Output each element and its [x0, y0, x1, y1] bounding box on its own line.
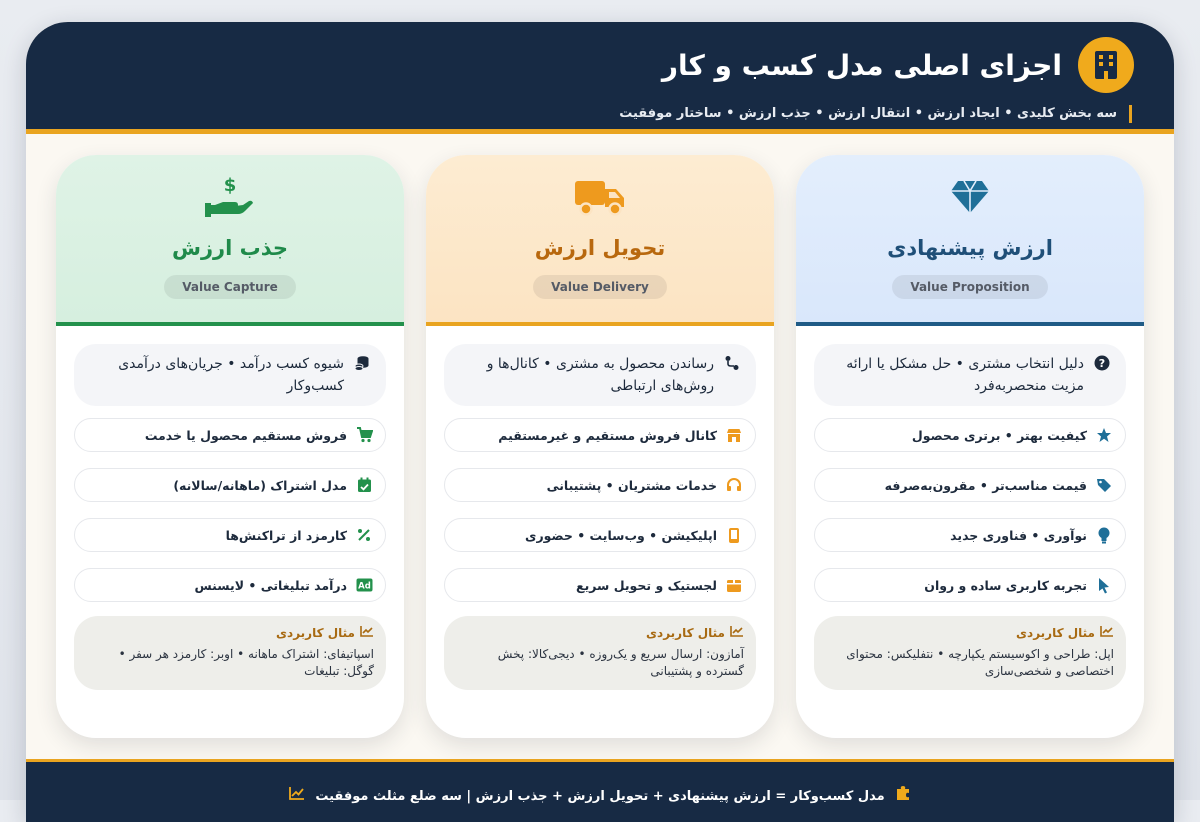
list-item: [74, 568, 386, 602]
chart-line-icon: [360, 624, 374, 642]
example-text: اپل: طراحی و اکوسیستم یکپارچه • نتفلیکس: محتوای اختصاصی و شخصی‌سازی: [846, 647, 1114, 678]
card-divider: [426, 322, 774, 326]
card-title-en: Value Capture: [164, 275, 296, 299]
card-lead-text: رساندن محصول به مشتری • کانال‌ها و روش‌های ارتباطی: [486, 356, 714, 394]
route-icon: [722, 355, 742, 371]
card-value-delivery: [426, 155, 774, 738]
footer-text: مدل کسب‌وکار = ارزش پیشنهادی + تحویل ارزش + جذب ارزش | سه ضلع مثلث موفقیت: [315, 788, 885, 804]
page-subtitle: سه بخش کلیدی • ایجاد ارزش • انتقال ارزش • جذب ارزش • ساختار موفقیت: [619, 105, 1132, 123]
card-header: [56, 155, 404, 322]
chart-line-icon: [289, 786, 305, 807]
svg-text:$: $: [223, 175, 237, 196]
coins-icon: [352, 355, 372, 371]
cart-icon: [355, 427, 373, 443]
card-title: جذب ارزش: [171, 236, 289, 260]
svg-text:?: ?: [1098, 357, 1106, 370]
list-item-label: کانال فروش مستقیم و غیرمستقیم: [498, 427, 717, 443]
mobile-icon: [725, 527, 743, 544]
card-lead: [444, 344, 756, 406]
card-divider: [56, 322, 404, 326]
main-frame: [26, 22, 1174, 822]
card-lead: [74, 344, 386, 406]
card-title-en: Value Proposition: [892, 275, 1047, 299]
example-label-text: مثال کاربردی: [646, 626, 725, 640]
chart-line-icon: [730, 624, 744, 642]
list-item-label: خدمات مشتریان • پشتیبانی: [546, 477, 717, 493]
list-item: [814, 468, 1126, 502]
list-item: [814, 568, 1126, 602]
question-circle-icon: [1092, 355, 1112, 371]
list-item: [814, 418, 1126, 452]
example-box: [74, 616, 386, 690]
footer-content: [289, 771, 910, 822]
svg-text:Ad: Ad: [357, 581, 371, 592]
card-title: تحویل ارزش: [534, 236, 666, 260]
card-title-en: Value Delivery: [533, 275, 667, 299]
list-item-label: درآمد تبلیغاتی • لایسنس: [194, 577, 347, 593]
tag-icon: [1095, 477, 1113, 493]
building-icon: [1078, 37, 1134, 93]
list-item-label: تجربه کاربری ساده و روان: [924, 577, 1087, 593]
hand-dollar-icon: [205, 173, 255, 221]
footer: [26, 759, 1174, 822]
puzzle-icon: [895, 785, 911, 808]
percent-icon: [355, 528, 373, 542]
list-item: [74, 418, 386, 452]
list-item-label: فروش مستقیم محصول یا خدمت: [144, 427, 347, 443]
lightbulb-icon: [1095, 527, 1113, 544]
calendar-check-icon: [355, 477, 373, 493]
example-box: [444, 616, 756, 690]
star-icon: [1095, 427, 1113, 443]
example-label-text: مثال کاربردی: [1016, 626, 1095, 640]
page-title: اجزای اصلی مدل کسب و کار: [661, 49, 1062, 82]
card-header: [796, 155, 1144, 322]
ad-icon: [355, 578, 373, 592]
list-item: [444, 418, 756, 452]
card-title: ارزش پیشنهادی: [887, 236, 1053, 260]
example-label: [456, 624, 744, 642]
store-icon: [725, 428, 743, 443]
example-text: اسپاتیفای: اشتراک ماهانه • اوبر: کارمزد هر سفر • گوگل: تبلیغات: [118, 647, 374, 678]
card-value-capture: [56, 155, 404, 738]
list-item-label: قیمت مناسب‌تر • مقرون‌به‌صرفه: [884, 477, 1087, 493]
example-label-text: مثال کاربردی: [276, 626, 355, 640]
list-item-label: نوآوری • فناوری جدید: [950, 527, 1087, 543]
card-items: [74, 418, 386, 602]
truck-icon: [574, 173, 626, 221]
cursor-icon: [1095, 577, 1113, 594]
header: [26, 22, 1174, 134]
card-divider: [796, 322, 1144, 326]
list-item: [444, 518, 756, 552]
diamond-icon: [950, 173, 990, 221]
list-item-label: کیفیت بهتر • برتری محصول: [911, 427, 1087, 443]
list-item: [444, 468, 756, 502]
example-text: آمازون: ارسال سریع و یک‌روزه • دیجی‌کالا: پخش گسترده و پشتیبانی: [497, 647, 744, 678]
card-lead-text: دلیل انتخاب مشتری • حل مشکل یا ارائه مزیت منحصربه‌فرد: [846, 356, 1084, 394]
list-item-label: کارمزد از تراکنش‌ها: [225, 527, 347, 543]
list-item-label: اپلیکیشن • وب‌سایت • حضوری: [525, 527, 717, 543]
list-item-label: مدل اشتراک (ماهانه/سالانه): [173, 477, 347, 493]
box-icon: [725, 577, 743, 593]
example-label: [86, 624, 374, 642]
headset-icon: [725, 477, 743, 493]
card-items: [814, 418, 1126, 602]
card-lead-text: شیوه کسب درآمد • جریان‌های درآمدی کسب‌وکار: [118, 356, 344, 394]
list-item: [74, 468, 386, 502]
card-lead: [814, 344, 1126, 406]
card-header: [426, 155, 774, 322]
list-item-label: لجستیک و تحویل سریع: [576, 577, 717, 593]
list-item: [444, 568, 756, 602]
card-items: [444, 418, 756, 602]
example-box: [814, 616, 1126, 690]
example-label: [826, 624, 1114, 642]
card-value-proposition: [796, 155, 1144, 738]
list-item: [74, 518, 386, 552]
list-item: [814, 518, 1126, 552]
chart-line-icon: [1100, 624, 1114, 642]
